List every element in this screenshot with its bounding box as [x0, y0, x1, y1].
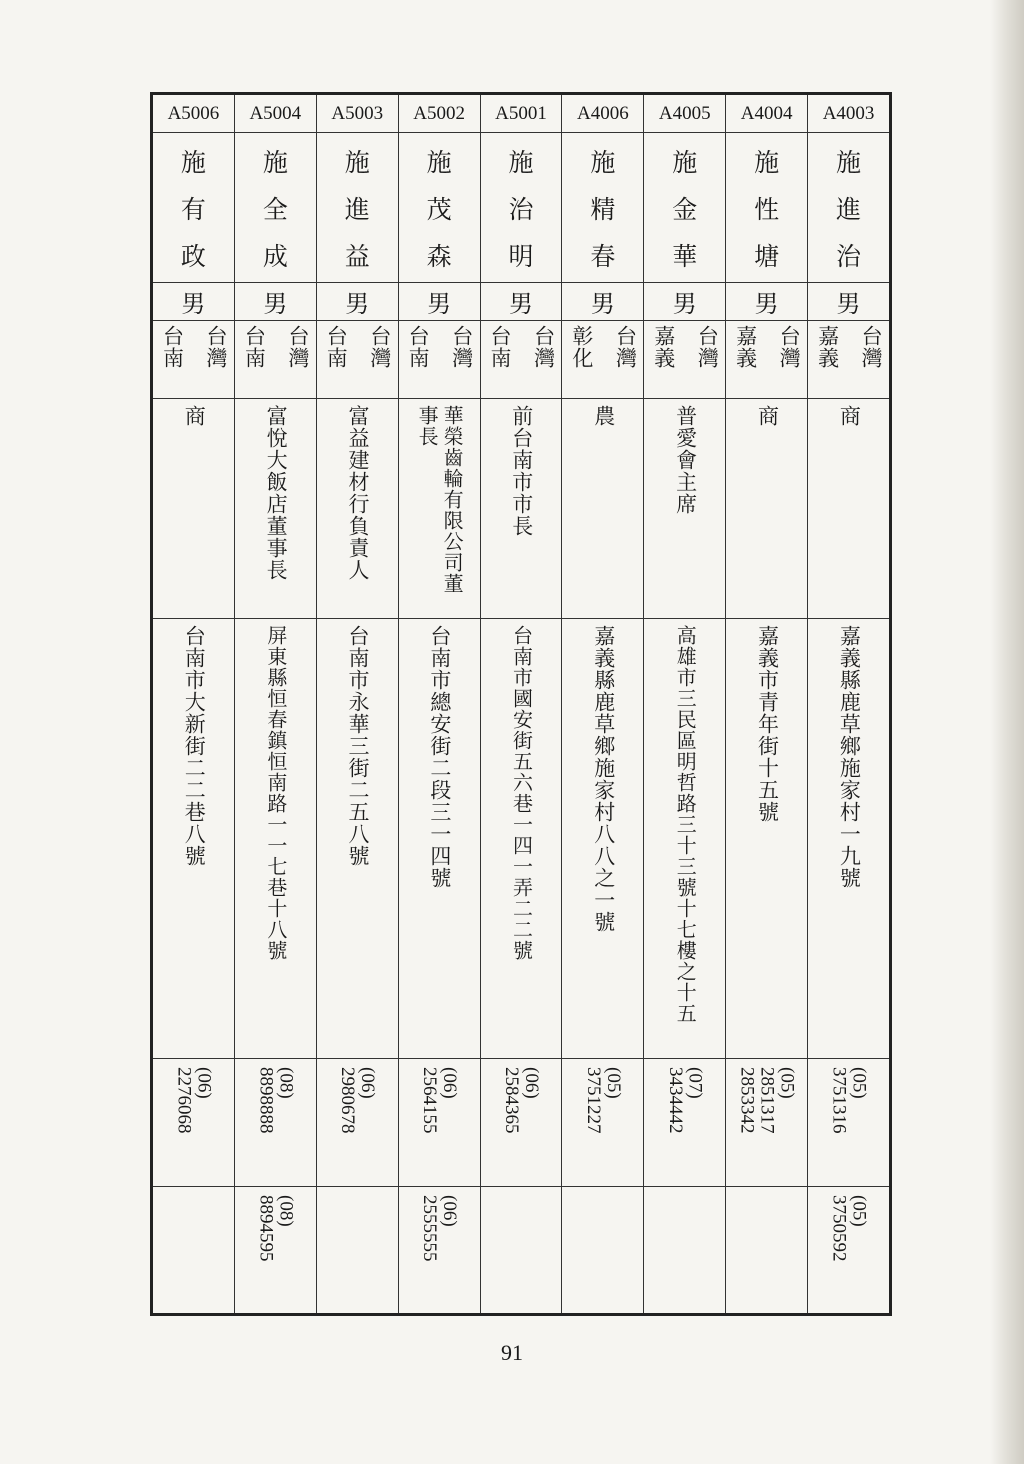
occupation-text: 富悅大飯店董事長	[264, 405, 289, 581]
record-sex: 男	[726, 283, 807, 321]
record-origin	[399, 321, 480, 399]
origin-line: 台灣	[204, 325, 229, 369]
record-phone-primary	[562, 1059, 643, 1187]
record-id: A5004	[235, 95, 316, 133]
record-column	[561, 95, 643, 1313]
origin-line: 台灣	[695, 325, 720, 369]
phone-text: (05) 3750592	[828, 1195, 870, 1262]
page-edge-shadow	[990, 0, 1024, 1464]
phone-text: (05) 2851317 2853342	[736, 1067, 798, 1134]
record-address	[726, 619, 807, 1059]
record-occupation	[644, 399, 725, 619]
record-occupation	[808, 399, 889, 619]
record-name	[562, 133, 643, 283]
occupation-text: 富益建材行負責人	[346, 405, 371, 581]
name-char: 明	[508, 241, 534, 271]
record-phone-secondary	[317, 1187, 398, 1313]
record-occupation	[317, 399, 398, 619]
origin-line: 台灣	[449, 325, 474, 369]
origin-line: 台南	[488, 325, 512, 369]
record-origin	[726, 321, 807, 399]
record-phone-secondary	[235, 1187, 316, 1313]
name-char: 政	[180, 241, 206, 271]
record-origin	[317, 321, 398, 399]
record-origin	[644, 321, 725, 399]
record-phone-secondary	[644, 1187, 725, 1313]
record-id: A4006	[562, 95, 643, 133]
origin-line: 台灣	[285, 325, 310, 369]
name-char: 性	[754, 194, 780, 224]
record-sex: 男	[808, 283, 889, 321]
record-phone-secondary	[808, 1187, 889, 1313]
record-phone-primary	[481, 1059, 562, 1187]
record-phone-secondary	[153, 1187, 234, 1313]
record-id: A4004	[726, 95, 807, 133]
address-text: 台南市永華三街二五八號	[346, 625, 371, 867]
address-text: 台南市總安街二段三一四號	[427, 625, 452, 889]
address-text: 嘉義縣鹿草鄉施家村八八之一號	[591, 625, 616, 933]
record-phone-secondary	[562, 1187, 643, 1313]
origin-line: 台灣	[613, 325, 638, 369]
occupation-text: 普愛會主席	[673, 405, 698, 515]
origin-line: 台南	[324, 325, 349, 369]
record-column	[725, 95, 807, 1313]
origin-line: 嘉義	[733, 325, 758, 369]
phone-text: (06) 2584365	[500, 1067, 542, 1134]
record-column	[807, 95, 889, 1313]
occupation-text: 商	[182, 405, 207, 427]
page-number: 91	[501, 1340, 523, 1365]
origin-line: 台灣	[859, 325, 884, 369]
name-char: 施	[508, 147, 534, 177]
record-sex: 男	[235, 283, 316, 321]
record-id: A5001	[481, 95, 562, 133]
phone-text: (06) 2276068	[173, 1067, 215, 1134]
record-column	[643, 95, 725, 1313]
record-column	[480, 95, 562, 1313]
record-occupation	[153, 399, 234, 619]
record-address	[235, 619, 316, 1059]
record-phone-secondary	[481, 1187, 562, 1313]
record-sex: 男	[153, 283, 234, 321]
record-address	[399, 619, 480, 1059]
phone-text: (05) 3751227	[582, 1067, 624, 1134]
record-name	[317, 133, 398, 283]
record-address	[317, 619, 398, 1059]
name-char: 茂	[426, 194, 452, 224]
name-char: 成	[262, 241, 288, 271]
origin-line: 台南	[242, 325, 267, 369]
origin-line: 台灣	[367, 325, 392, 369]
occupation-text: 華榮齒輪有限公司董事長	[415, 405, 465, 594]
record-phone-primary	[399, 1059, 480, 1187]
name-char: 施	[836, 147, 862, 177]
record-sex: 男	[317, 283, 398, 321]
record-phone-primary	[317, 1059, 398, 1187]
record-occupation	[399, 399, 480, 619]
name-char: 施	[262, 147, 288, 177]
record-occupation	[481, 399, 562, 619]
origin-line: 台南	[406, 325, 431, 369]
name-char: 進	[836, 194, 862, 224]
address-text: 高雄市三民區明哲路三十三號十七樓之十五	[673, 625, 698, 1024]
genealogy-table	[150, 92, 892, 1316]
name-char: 金	[672, 194, 698, 224]
record-origin	[235, 321, 316, 399]
origin-line: 嘉義	[651, 325, 676, 369]
phone-text: (06) 2555555	[419, 1195, 461, 1262]
origin-line: 台灣	[531, 325, 556, 369]
record-name	[726, 133, 807, 283]
record-origin	[153, 321, 234, 399]
record-name	[644, 133, 725, 283]
name-char: 華	[672, 241, 698, 271]
origin-line: 台南	[160, 325, 185, 369]
occupation-text: 商	[837, 405, 862, 427]
name-char: 施	[426, 147, 452, 177]
record-occupation	[235, 399, 316, 619]
record-phone-secondary	[726, 1187, 807, 1313]
record-name	[808, 133, 889, 283]
phone-text: (06) 2980678	[337, 1067, 379, 1134]
name-char: 益	[344, 241, 370, 271]
phone-text: (07) 3434442	[664, 1067, 706, 1134]
address-text: 嘉義縣鹿草鄉施家村一九號	[837, 625, 862, 889]
phone-text: (05) 3751316	[828, 1067, 870, 1134]
name-char: 治	[508, 194, 534, 224]
origin-line: 台灣	[777, 325, 802, 369]
name-char: 塘	[754, 241, 780, 271]
address-text: 嘉義市青年街十五號	[755, 625, 780, 823]
record-column	[234, 95, 316, 1313]
phone-text: (08) 8898888	[255, 1067, 297, 1134]
name-char: 施	[180, 147, 206, 177]
record-address	[808, 619, 889, 1059]
record-address	[644, 619, 725, 1059]
record-name	[481, 133, 562, 283]
record-address	[153, 619, 234, 1059]
record-id: A4005	[644, 95, 725, 133]
record-sex: 男	[644, 283, 725, 321]
address-text: 台南市大新街二二巷八號	[182, 625, 207, 867]
record-id: A5006	[153, 95, 234, 133]
name-char: 有	[180, 194, 206, 224]
record-column	[398, 95, 480, 1313]
record-phone-primary	[153, 1059, 234, 1187]
occupation-text: 農	[591, 405, 616, 427]
record-phone-primary	[235, 1059, 316, 1187]
record-name	[399, 133, 480, 283]
name-char: 施	[344, 147, 370, 177]
phone-text: (06) 2564155	[419, 1067, 461, 1134]
record-origin	[808, 321, 889, 399]
name-char: 施	[590, 147, 616, 177]
record-phone-primary	[644, 1059, 725, 1187]
record-occupation	[726, 399, 807, 619]
record-occupation	[562, 399, 643, 619]
address-text: 台南市國安街五六巷一四一弄二二號	[509, 625, 534, 961]
record-phone-primary	[808, 1059, 889, 1187]
record-sex: 男	[562, 283, 643, 321]
name-char: 精	[590, 194, 616, 224]
name-char: 全	[262, 194, 288, 224]
record-column	[153, 95, 234, 1313]
record-origin	[562, 321, 643, 399]
origin-line: 彰化	[569, 325, 594, 369]
name-char: 進	[344, 194, 370, 224]
address-text: 屏東縣恒春鎮恒南路一一七巷十八號	[263, 625, 288, 961]
record-address	[562, 619, 643, 1059]
record-id: A5003	[317, 95, 398, 133]
record-name	[235, 133, 316, 283]
record-name	[153, 133, 234, 283]
record-column	[316, 95, 398, 1313]
occupation-text: 商	[755, 405, 780, 427]
name-char: 治	[836, 241, 862, 271]
record-sex: 男	[399, 283, 480, 321]
record-sex: 男	[481, 283, 562, 321]
record-address	[481, 619, 562, 1059]
record-origin	[481, 321, 562, 399]
name-char: 施	[672, 147, 698, 177]
name-char: 施	[754, 147, 780, 177]
record-id: A5002	[399, 95, 480, 133]
phone-text: (08) 8894595	[255, 1195, 297, 1262]
record-phone-secondary	[399, 1187, 480, 1313]
name-char: 春	[590, 241, 616, 271]
name-char: 森	[426, 241, 452, 271]
record-phone-primary	[726, 1059, 807, 1187]
record-id: A4003	[808, 95, 889, 133]
origin-line: 嘉義	[815, 325, 840, 369]
occupation-text: 前台南市市長	[509, 405, 534, 537]
